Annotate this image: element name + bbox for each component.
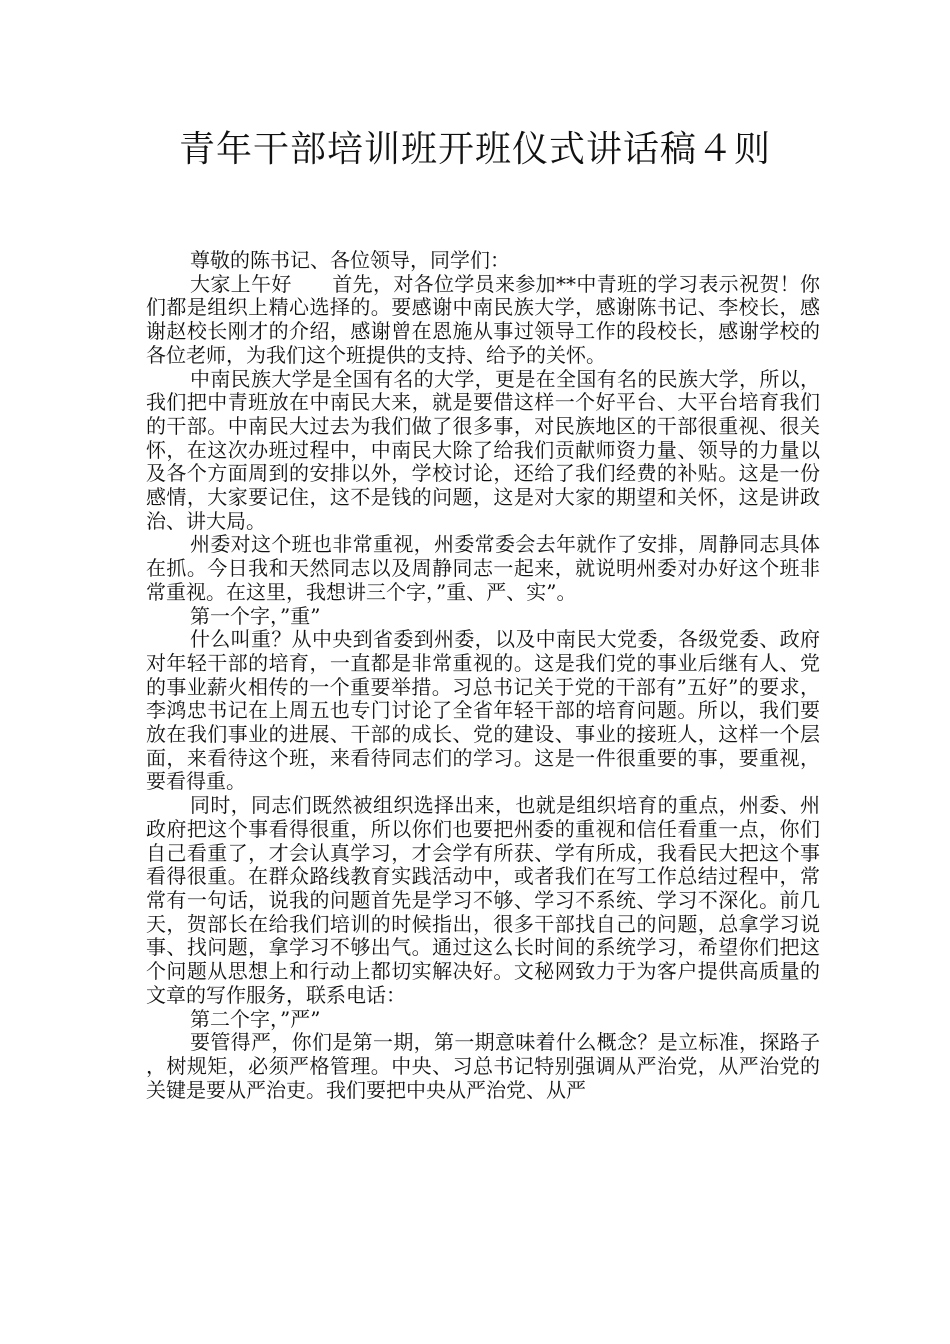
body-paragraph: 同时，同志们既然被组织选择出来，也就是组织培育的重点，州委、州政府把这个事看得很重，所以你们也要把州委的重视和信任看重一点，你们自己看重了，才会认真学习，才会学有所获、学有所成，我看民大把这个事看得很重。在群众路线教育实践活动中，或者我们在写工作总结过程中，常常有一句话，说我的问题首先是学习不够、学习不系统、学习不深化。前几天，贺部长在给我们培训的时候指出，很多干部找自己的问题，总拿学习说事、找问题，拿学习不够出气。通过这么长时间的系统学习，希望你们把这个问题从思想上和行动上都切实解决好。文秘网致力于为客户提供高质量的文章的写作服务，联系电话：: [146, 793, 820, 1007]
body-paragraph: 大家上午好 首先，对各位学员来参加**中青班的学习表示祝贺！你们都是组织上精心选择的。要感谢中南民族大学，感谢陈书记、李校长，感谢赵校长刚才的介绍，感谢曾在恩施从事过领导工作的段校长，感谢学校的各位老师，为我们这个班提供的支持、给予的关怀。: [146, 271, 820, 367]
body-paragraph: 要管得严，你们是第一期，第一期意味着什么概念？是立标准，探路子，树规矩，必须严格管理。中央、习总书记特别强调从严治党，从严治党的关键是要从严治吏。我们要把中央从严治党、从严: [146, 1030, 820, 1102]
body-paragraph: 中南民族大学是全国有名的大学，更是在全国有名的民族大学，所以，我们把中青班放在中南民大来，就是要借这样一个好平台、大平台培育我们的干部。中南民大过去为我们做了很多事，对民族地区的干部很重视、很关怀，在这次办班过程中，中南民大除了给我们贡献师资力量、领导的力量以及各个方面周到的安排以外，学校讨论，还给了我们经费的补贴。这是一份感情，大家要记住，这不是钱的问题，这是对大家的期望和关怀，这是讲政治、讲大局。: [146, 366, 820, 533]
body-paragraph: 州委对这个班也非常重视，州委常委会去年就作了安排，周静同志具体在抓。今日我和天然同志以及周静同志一起来，就说明州委对办好这个班非常重视。在这里，我想讲三个字，”重、严、实”。: [146, 532, 820, 604]
document-body: [146, 249, 820, 1102]
body-paragraph: 什么叫重？从中央到省委到州委，以及中南民大党委，各级党委、政府对年轻干部的培育，一直都是非常重视的。这是我们党的事业后继有人、党的事业薪火相传的一个重要举措。习总书记关于党的干部有”五好”的要求，李鸿忠书记在上周五也专门讨论了全省年轻干部的培育问题。所以，我们要放在我们事业的进展、干部的成长、党的建设、事业的接班人，这样一个层面，来看待这个班，来看待同志们的学习。这是一件很重要的事，要重视，要看得重。: [146, 627, 820, 794]
section-heading: 第二个字，”严”: [190, 1006, 321, 1031]
document-title: 青年干部培训班开班仪式讲话稿４则: [178, 129, 771, 170]
salutation-paragraph: 尊敬的陈书记、各位领导，同学们：: [190, 248, 510, 272]
section-heading: 第一个字，”重”: [190, 603, 321, 628]
